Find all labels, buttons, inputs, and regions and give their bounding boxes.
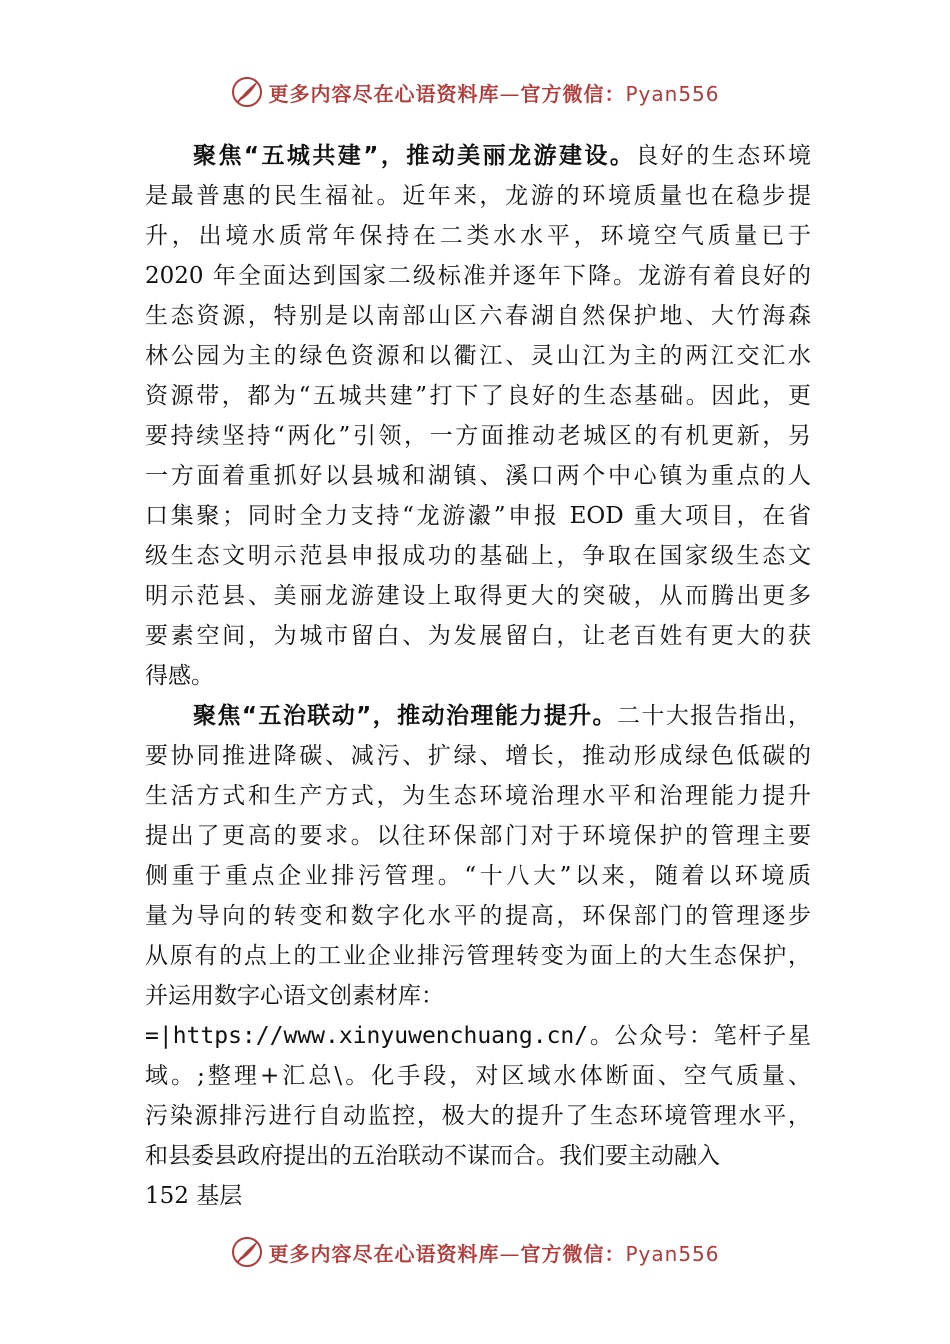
paragraph-1-line: 资源带，都为“五城共建”打下了良好的生态基础。因此，更 bbox=[145, 383, 811, 409]
banner-left-text: 更多内容尽在心语资料库 bbox=[268, 1241, 500, 1266]
paragraph-1-line: 2020 年全面达到国家二级标准并逐年下降。龙游有着良好的 bbox=[145, 263, 811, 289]
banner-dash: — bbox=[499, 81, 521, 106]
paragraph-2-line: 域。;整理+汇总\。化手段，对区域水体断面、空气质量、 bbox=[145, 1063, 811, 1089]
paragraph-2-heading: 聚焦“五治联动”，推动治理能力提升。 bbox=[193, 703, 617, 729]
paragraph-1-line: 一方面着重抓好以县城和湖镇、溪口两个中心镇为重点的人 bbox=[145, 463, 811, 489]
banner-wechat-id: Pyan556 bbox=[625, 81, 720, 106]
paragraph-2-line: 要协同推进降碳、减污、扩绿、增长，推动形成绿色低碳的 bbox=[145, 743, 811, 769]
paragraph-1-first-line bbox=[145, 136, 811, 176]
paragraph-2-line: 从原有的点上的工业企业排污管理转变为面上的大生态保护， bbox=[145, 943, 811, 969]
paragraph-2-line-1-text: 二十大报告指出， bbox=[616, 703, 811, 729]
quill-circle-logo-icon bbox=[230, 75, 264, 109]
paragraph-1-line: 口集聚；同时全力支持“龙游瀫”申报 EOD 重大项目，在省 bbox=[145, 503, 811, 529]
paragraph-1-line: 要素空间，为城市留白、为发展留白，让老百姓有更大的获 bbox=[145, 623, 811, 649]
footer-banner bbox=[0, 1232, 950, 1272]
paragraph-2-line: 生活方式和生产方式，为生态环境治理水平和治理能力提升 bbox=[145, 783, 811, 809]
paragraph-1-line-1-text: 良好的生态环境 bbox=[635, 143, 811, 169]
header-banner bbox=[0, 72, 950, 112]
paragraph-2-line: 和县委县政府提出的五治联动不谋而合。我们要主动融入 bbox=[145, 1143, 720, 1169]
paragraph-1-line: 得感。 bbox=[145, 663, 214, 689]
paragraph-1-line: 生态资源，特别是以南部山区六春湖自然保护地、大竹海森 bbox=[145, 303, 811, 329]
paragraph-1-heading: 聚焦“五城共建”，推动美丽龙游建设。 bbox=[193, 143, 636, 169]
document-body bbox=[145, 136, 811, 1216]
banner-dash: — bbox=[499, 1241, 521, 1266]
paragraph-1-line: 要持续坚持“两化”引领，一方面推动老城区的有机更新，另 bbox=[145, 423, 811, 449]
banner-wechat-label: 官方微信： bbox=[520, 81, 626, 106]
paragraph-1-line: 明示范县、美丽龙游建设上取得更大的突破，从而腾出更多 bbox=[145, 583, 811, 609]
paragraph-2-line: 提出了更高的要求。以往环保部门对于环境保护的管理主要 bbox=[145, 823, 811, 849]
quill-circle-logo-icon bbox=[230, 1235, 264, 1269]
paragraph-2-line: 并运用数字心语文创素材库： bbox=[145, 983, 444, 1009]
banner-text bbox=[268, 78, 719, 107]
paragraph-1-line: 升，出境水质常年保持在二类水水平，环境空气质量已于 bbox=[145, 223, 811, 249]
banner-left-text: 更多内容尽在心语资料库 bbox=[268, 81, 500, 106]
banner-wechat-label: 官方微信： bbox=[520, 1241, 626, 1266]
paragraph-2-url-line: =|https://www.xinyuwenchuang.cn/。公众号：笔杆子星 bbox=[145, 1023, 811, 1049]
paragraph-2-line: 量为导向的转变和数字化水平的提高，环保部门的管理逐步 bbox=[145, 903, 811, 929]
paragraph-2-line: 污染源排污进行自动监控，极大的提升了生态环境管理水平， bbox=[145, 1103, 811, 1129]
paragraph-1-line: 林公园为主的绿色资源和以衢江、灵山江为主的两江交汇水 bbox=[145, 343, 811, 369]
paragraph-1-line: 级生态文明示范县申报成功的基础上，争取在国家级生态文 bbox=[145, 543, 811, 569]
paragraph-1-line: 是最普惠的民生福祉。近年来，龙游的环境质量也在稳步提 bbox=[145, 183, 811, 209]
paragraph-2-line: 侧重于重点企业排污管理。“十八大”以来，随着以环境质 bbox=[145, 863, 811, 889]
paragraph-2-first-line bbox=[145, 696, 811, 736]
page-number-line: 152 基层 bbox=[145, 1183, 243, 1209]
banner-text bbox=[268, 1238, 719, 1267]
banner-wechat-id: Pyan556 bbox=[625, 1241, 720, 1266]
